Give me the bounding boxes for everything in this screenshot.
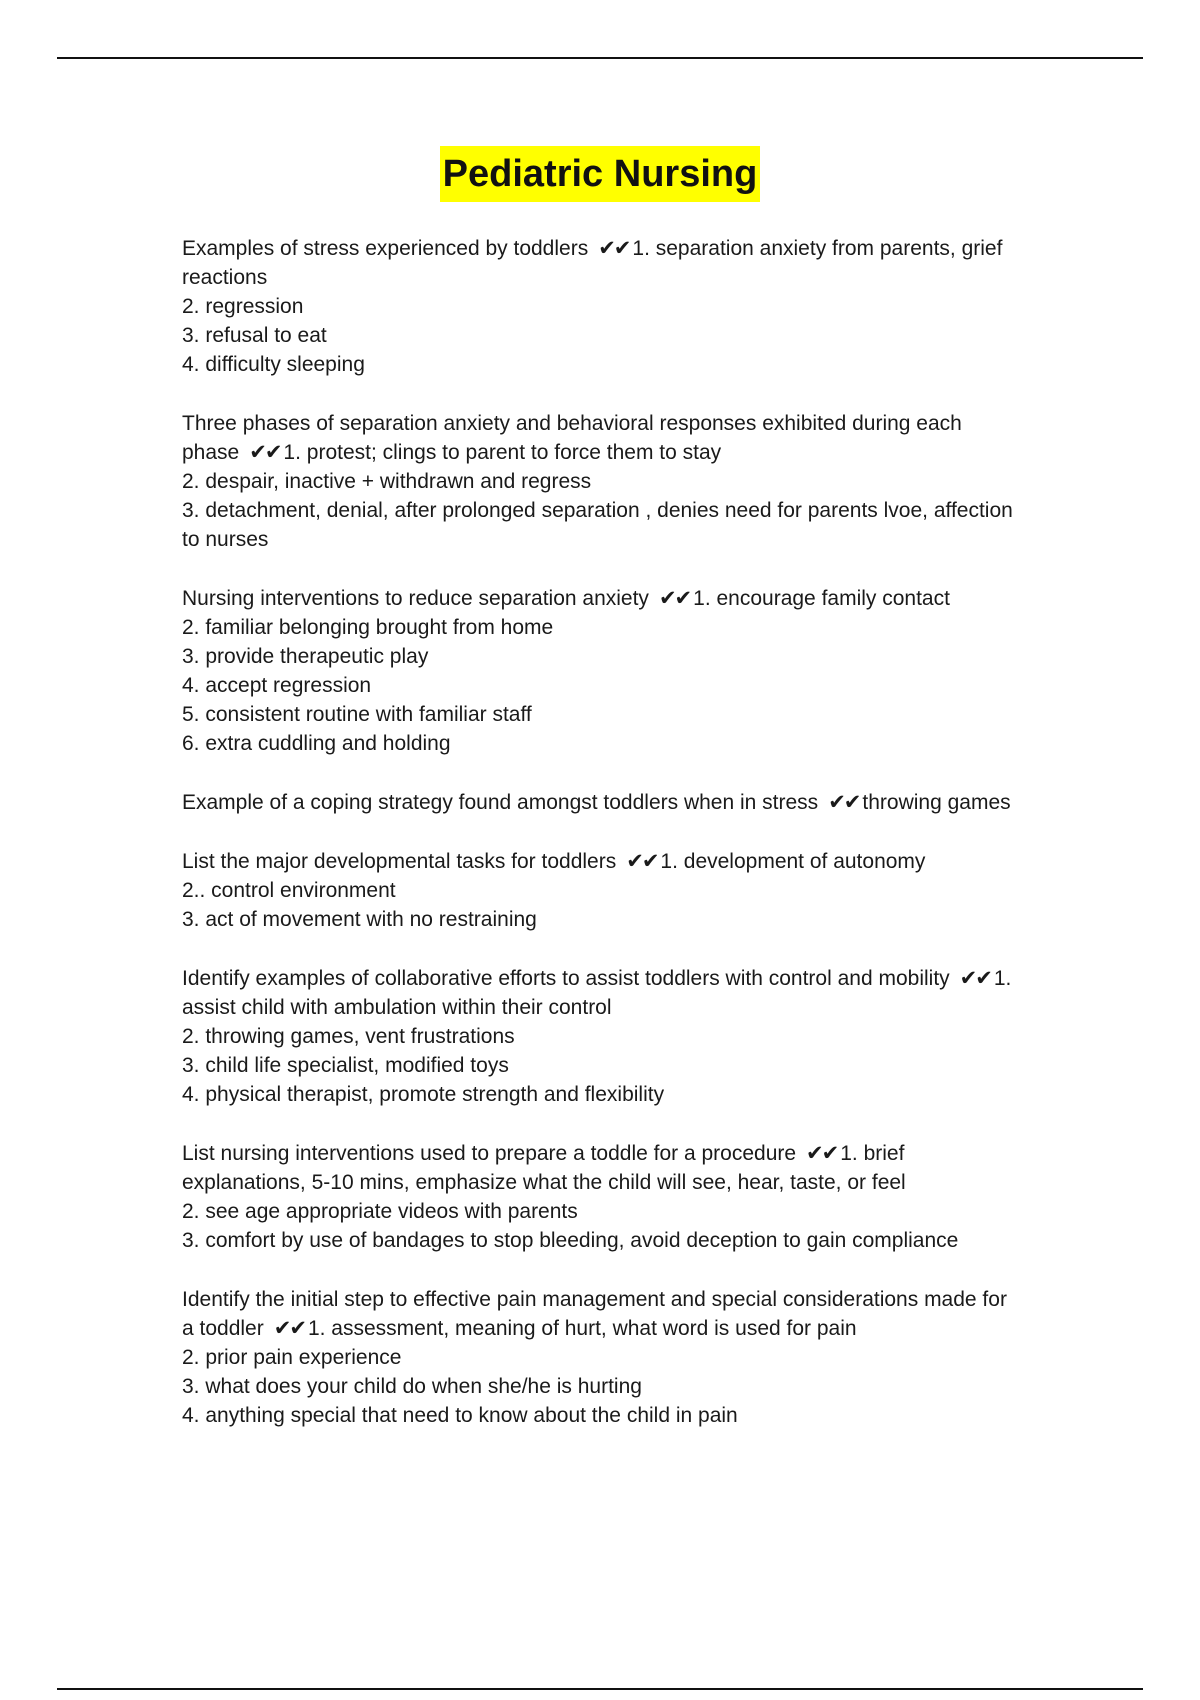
question-text: List nursing interventions used to prepare a toddle for a procedure — [182, 1142, 797, 1165]
answer-text: 1. development of autonomy — [660, 850, 926, 873]
answer-line: 3. child life specialist, modified toys — [182, 1054, 509, 1077]
double-check-icon: ✔✔ — [249, 441, 281, 464]
answer-text: 1. brief explanations, 5-10 mins, emphasize what the child will see, hear, taste, or feel — [182, 1142, 906, 1194]
double-check-icon: ✔✔ — [658, 587, 691, 610]
qa-first-line — [182, 409, 1022, 467]
question-text: Examples of stress experienced by toddlers — [182, 237, 589, 260]
answer-line: 4. difficulty sleeping — [182, 353, 365, 376]
answer-line: 3. what does your child do when she/he is hurting — [182, 1375, 642, 1398]
top-rule — [57, 57, 1143, 59]
answer-line: 2. familiar belonging brought from home — [182, 616, 554, 639]
question-text: Nursing interventions to reduce separation anxiety — [182, 587, 649, 610]
qa-entry — [182, 234, 1022, 379]
question-text: Identify the initial step to effective pain management and special considerations made for a toddler — [182, 1288, 1007, 1340]
qa-first-line — [182, 847, 1022, 876]
answer-line: 2.. control environment — [182, 879, 396, 902]
answer-text: 1. assessment, meaning of hurt, what word is used for pain — [307, 1317, 857, 1340]
qa-first-line — [182, 584, 1022, 613]
qa-entry — [182, 964, 1022, 1109]
answer-line: 5. consistent routine with familiar staff — [182, 703, 532, 726]
answer-line: 3. act of movement with no restraining — [182, 908, 537, 931]
qa-entry — [182, 409, 1022, 554]
answer-line: 6. extra cuddling and holding — [182, 732, 451, 755]
bottom-rule — [57, 1688, 1143, 1690]
qa-entry — [182, 847, 1022, 934]
document-body — [182, 234, 1022, 1460]
question-text: Three phases of separation anxiety and behavioral responses exhibited during each phase — [182, 412, 962, 464]
qa-entry — [182, 1139, 1022, 1255]
qa-first-line — [182, 788, 1022, 817]
answer-line: 3. detachment, denial, after prolonged separation , denies need for parents lvoe, affection to nurses — [182, 499, 1013, 551]
title-block — [0, 146, 1200, 202]
question-text: List the major developmental tasks for toddlers — [182, 850, 617, 873]
double-check-icon: ✔✔ — [273, 1317, 305, 1340]
answer-text: 1. encourage family contact — [693, 587, 950, 610]
qa-entry — [182, 584, 1022, 758]
qa-first-line — [182, 1285, 1022, 1343]
answer-text: 1. protest; clings to parent to force them to stay — [283, 441, 722, 464]
answer-line: 2. regression — [182, 295, 304, 318]
double-check-icon: ✔✔ — [598, 237, 630, 260]
qa-first-line — [182, 234, 1022, 292]
double-check-icon: ✔✔ — [828, 791, 860, 814]
answer-line: 4. accept regression — [182, 674, 372, 697]
answer-line: 2. despair, inactive + withdrawn and regress — [182, 470, 592, 493]
double-check-icon: ✔✔ — [806, 1142, 838, 1165]
page-title: Pediatric Nursing — [440, 146, 761, 202]
qa-entry — [182, 788, 1022, 817]
qa-first-line — [182, 1139, 1022, 1197]
qa-entry — [182, 1285, 1022, 1430]
answer-line: 4. anything special that need to know about the child in pain — [182, 1404, 738, 1427]
answer-line: 2. prior pain experience — [182, 1346, 402, 1369]
answer-text: 1. assist child with ambulation within their control — [182, 967, 1012, 1019]
double-check-icon: ✔✔ — [626, 850, 658, 873]
answer-line: 3. provide therapeutic play — [182, 645, 429, 668]
double-check-icon: ✔✔ — [959, 967, 991, 990]
question-text: Example of a coping strategy found amongst toddlers when in stress — [182, 791, 819, 814]
answer-line: 2. see age appropriate videos with parents — [182, 1200, 578, 1223]
answer-line: 3. comfort by use of bandages to stop bleeding, avoid deception to gain compliance — [182, 1229, 959, 1252]
answer-line: 4. physical therapist, promote strength and flexibility — [182, 1083, 665, 1106]
answer-text: 1. separation anxiety from parents, grief reactions — [182, 237, 1003, 289]
answer-text: throwing games — [862, 791, 1011, 814]
question-text: Identify examples of collaborative efforts to assist toddlers with control and mobility — [182, 967, 950, 990]
answer-line: 3. refusal to eat — [182, 324, 327, 347]
qa-first-line — [182, 964, 1022, 1022]
answer-line: 2. throwing games, vent frustrations — [182, 1025, 515, 1048]
